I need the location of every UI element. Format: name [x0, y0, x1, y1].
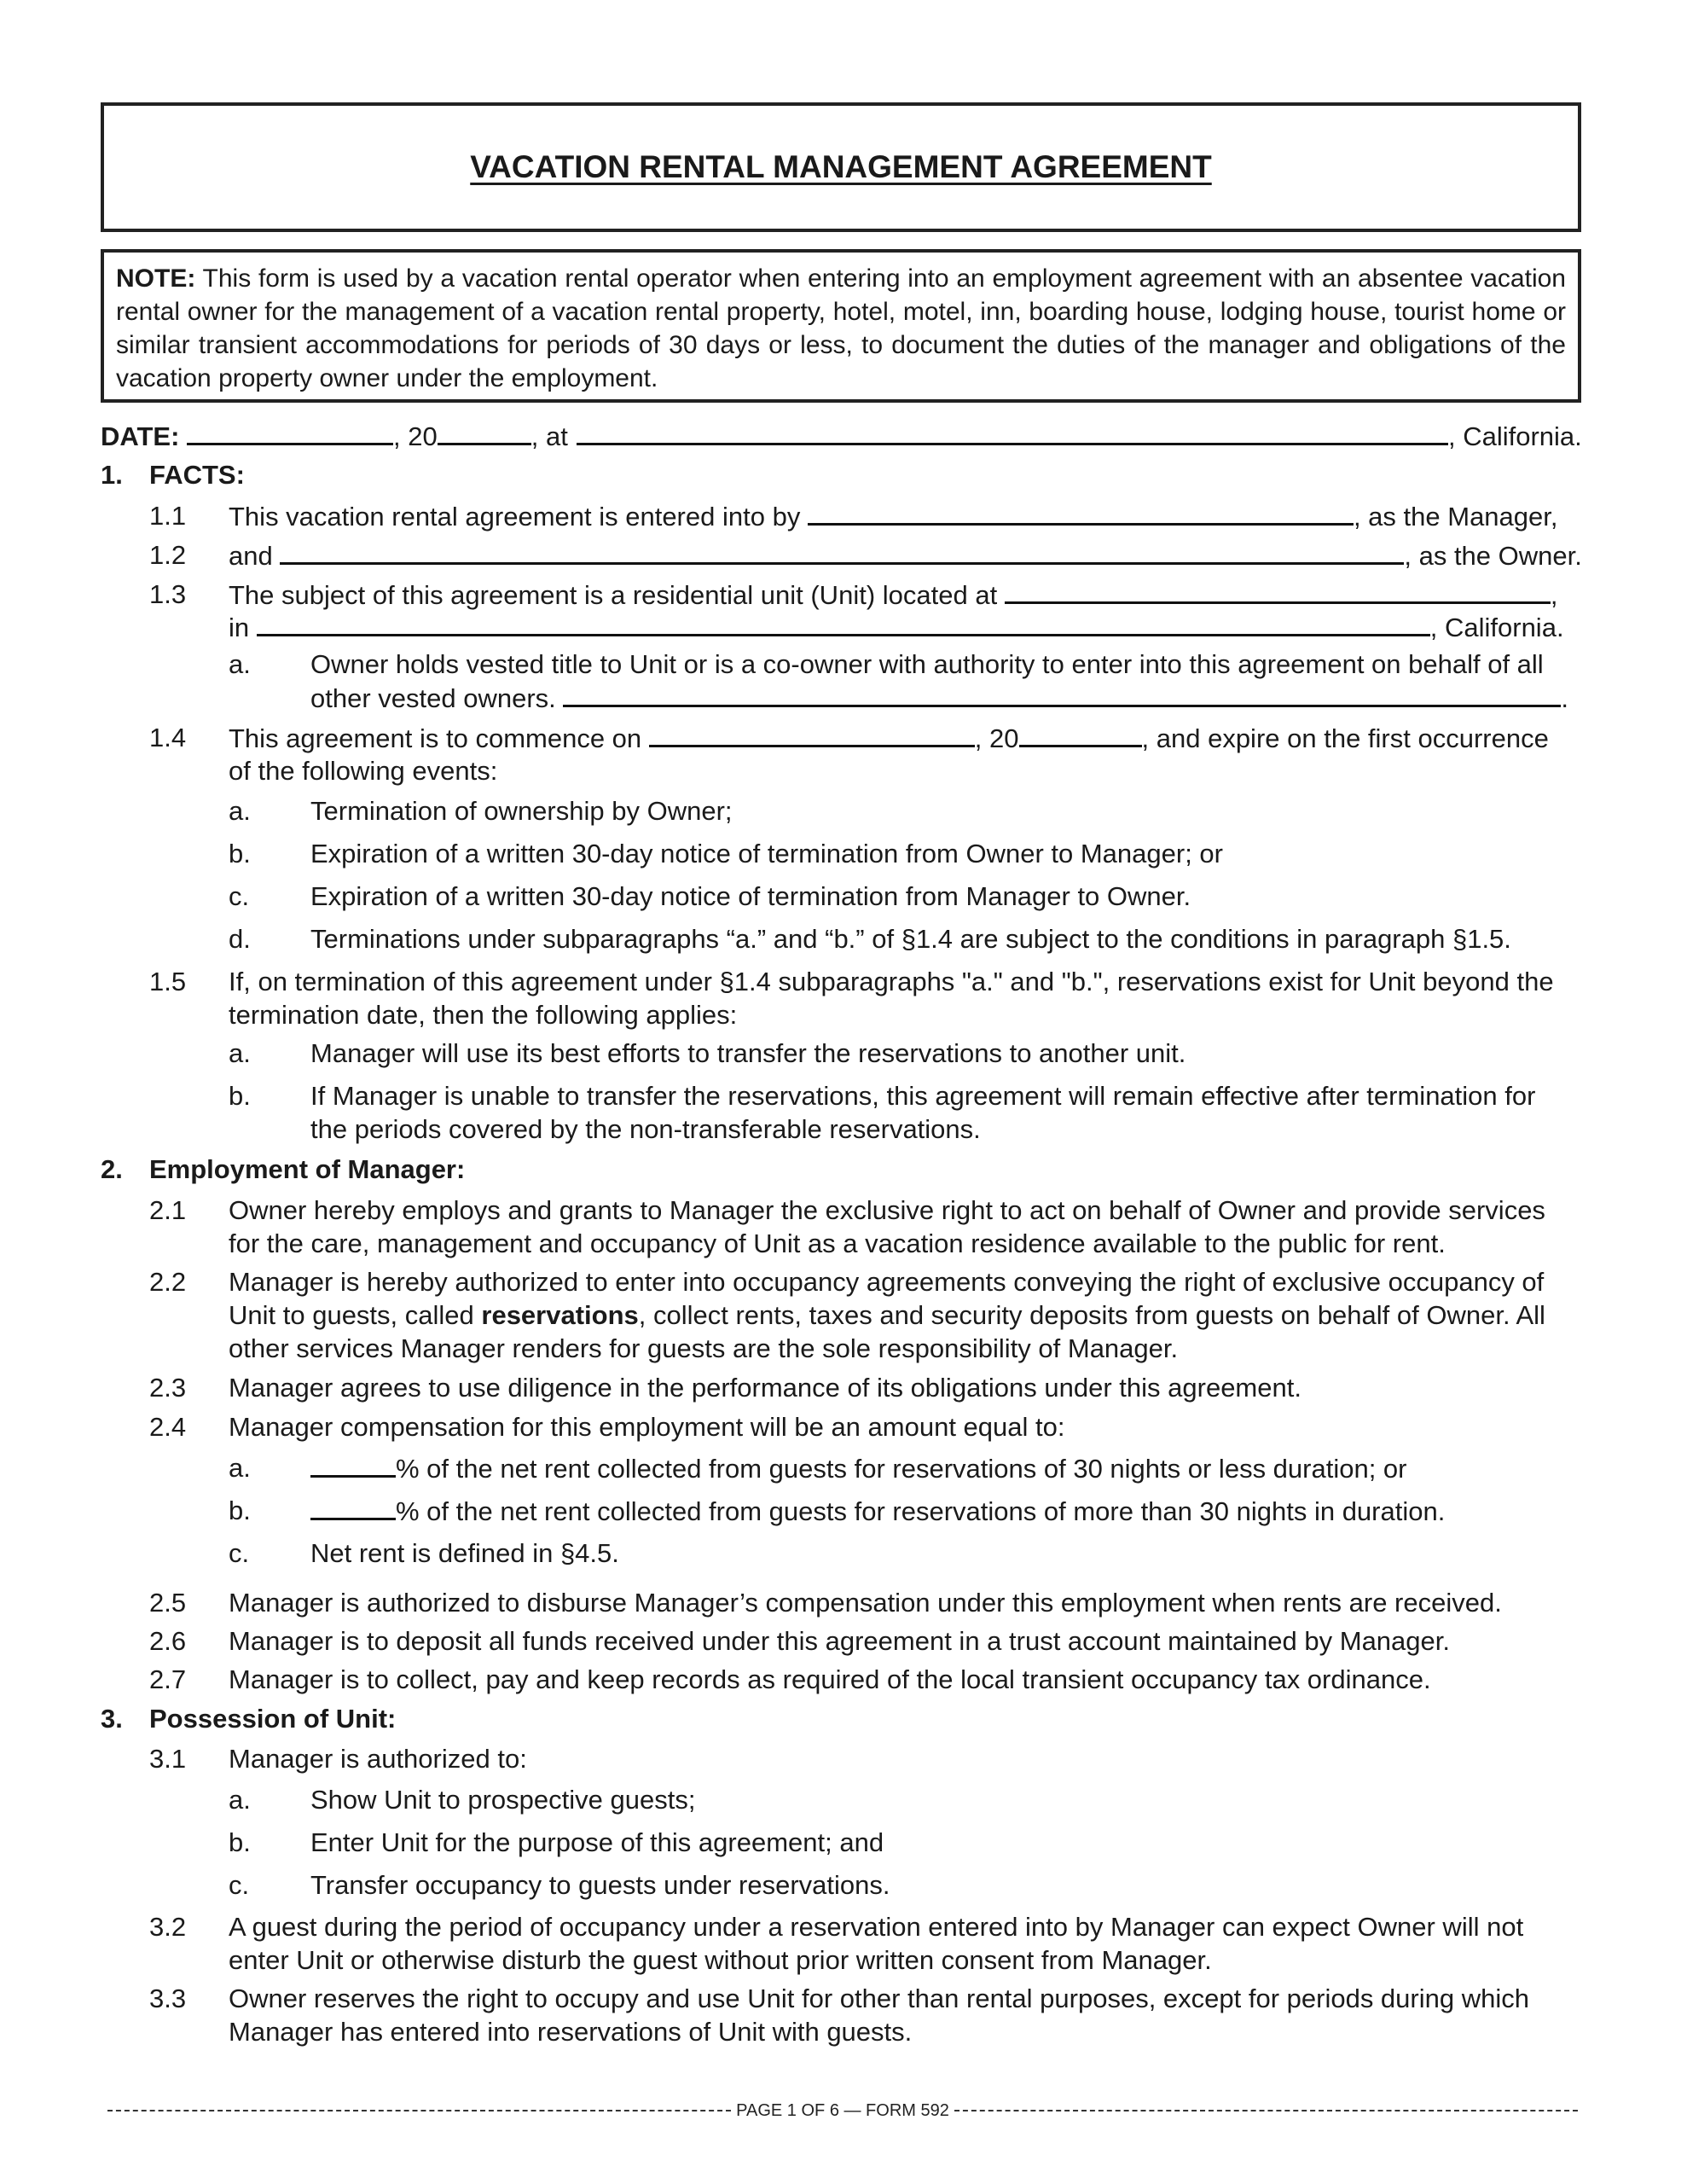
para-1-3-city: [229, 611, 1564, 644]
para-1-4-year-prefix: , 20: [974, 723, 1019, 753]
commence-date-blank[interactable]: [649, 722, 975, 747]
para-1-3a-letter: a.: [229, 649, 251, 679]
para-3-2-line2: enter Unit or otherwise disturb the guest without prior written consent from Manager.: [229, 1945, 1212, 1975]
manager-name-blank[interactable]: [808, 500, 1354, 526]
para-2-3: Manager agrees to use diligence in the performance of its obligations under this agreement.: [229, 1373, 1301, 1403]
section-2-title: Employment of Manager:: [149, 1154, 466, 1184]
para-1-5b-line2: the periods covered by the non-transferable reservations.: [310, 1114, 981, 1144]
para-2-1-line2: for the care, management and occupancy of Unit as a vacation residence available to the public for rent.: [229, 1228, 1446, 1258]
para-1-4-number: 1.4: [149, 723, 187, 752]
para-2-4a: [310, 1452, 1407, 1485]
para-1-1-number: 1.1: [149, 501, 187, 531]
para-1-4c-letter: c.: [229, 881, 250, 911]
para-3-1b: Enter Unit for the purpose of this agreement; and: [310, 1827, 884, 1857]
para-1-1-text: This vacation rental agreement is entered into by: [229, 502, 801, 531]
para-1-3-in: in: [229, 613, 250, 642]
section-2-number: 2.: [101, 1154, 123, 1184]
para-1-3a-end: .: [1561, 683, 1569, 713]
para-2-3-number: 2.3: [149, 1373, 187, 1403]
para-1-3-text: The subject of this agreement is a residential unit (Unit) located at: [229, 580, 998, 610]
para-2-4-number: 2.4: [149, 1412, 187, 1442]
para-2-7: Manager is to collect, pay and keep records as required of the local transient occupancy tax ordinance.: [229, 1664, 1431, 1694]
para-1-5a-letter: a.: [229, 1038, 251, 1068]
para-3-2-line1: A guest during the period of occupancy under a reservation entered into by Manager can expect Owner will not: [229, 1912, 1524, 1942]
reservations-term: reservations: [481, 1300, 639, 1330]
para-1-5a: Manager will use its best efforts to transfer the reservations to another unit.: [310, 1038, 1186, 1068]
para-1-4c: Expiration of a written 30-day notice of termination from Manager to Owner.: [310, 881, 1191, 911]
para-1-4d: Terminations under subparagraphs “a.” and “b.” of §1.4 are subject to the conditions in paragraph §1.5.: [310, 924, 1511, 954]
para-1-1-end: , as the Manager,: [1353, 502, 1558, 531]
section-1-number: 1.: [101, 460, 123, 490]
para-2-2-line1: Manager is hereby authorized to enter into occupancy agreements conveying the right of exclusive occupancy of: [229, 1267, 1545, 1297]
para-1-5-number: 1.5: [149, 967, 187, 996]
para-1-2: [229, 539, 1582, 572]
date-line: [101, 420, 568, 453]
section-3-number: 3.: [101, 1704, 123, 1734]
para-3-1: Manager is authorized to:: [229, 1744, 527, 1774]
para-1-4-end: , and expire on the first occurrence: [1141, 723, 1549, 753]
para-3-1-number: 3.1: [149, 1744, 187, 1774]
para-1-4d-letter: d.: [229, 924, 251, 954]
para-1-3a-text2: other vested owners.: [310, 683, 556, 713]
para-3-1c: Transfer occupancy to guests under reservations.: [310, 1870, 890, 1900]
location-blank[interactable]: [577, 420, 1448, 445]
para-3-2-number: 3.2: [149, 1912, 187, 1942]
para-3-1b-letter: b.: [229, 1827, 251, 1857]
para-1-2-text: and: [229, 541, 273, 571]
para-1-4a-letter: a.: [229, 796, 251, 826]
para-1-3-california: , California.: [1429, 613, 1564, 642]
para-1-3: [229, 578, 1557, 612]
para-1-3-number: 1.3: [149, 579, 187, 609]
para-1-5b-line1: If Manager is unable to transfer the reservations, this agreement will remain effective after termination for: [310, 1081, 1536, 1111]
para-2-5-number: 2.5: [149, 1588, 187, 1618]
footer-rule-left: [107, 2110, 731, 2111]
date-at: , at: [530, 421, 568, 451]
para-1-3a-line2: [310, 682, 1568, 715]
para-1-4-text: This agreement is to commence on: [229, 723, 642, 753]
para-3-3-number: 3.3: [149, 1984, 187, 2013]
unit-city-blank[interactable]: [257, 611, 1430, 636]
date-year-prefix: , 20: [393, 421, 438, 451]
title-box: [101, 102, 1581, 232]
commence-year-blank[interactable]: [1019, 722, 1142, 747]
location-blank-row: [577, 420, 1582, 453]
note-label: NOTE:: [116, 264, 196, 293]
para-2-2-text-a: Unit to guests, called: [229, 1300, 474, 1330]
date-california: , California.: [1448, 421, 1582, 451]
note-box: [101, 249, 1581, 403]
vested-owners-blank[interactable]: [563, 682, 1561, 707]
para-1-4: [229, 722, 1549, 755]
para-2-2-line2: [229, 1299, 1545, 1332]
para-2-5: Manager is authorized to disburse Manager’s compensation under this employment when rents are received.: [229, 1588, 1502, 1618]
para-2-4a-text: % of the net rent collected from guests for reservations of 30 nights or less duration; or: [396, 1454, 1407, 1484]
para-2-2-number: 2.2: [149, 1267, 187, 1297]
para-1-4b: Expiration of a written 30-day notice of termination from Owner to Manager; or: [310, 839, 1223, 868]
note-text: This form is used by a vacation rental operator when entering into an employment agreement with an absentee vacation rental owner for the management of a vacation rental property, hotel, motel, inn, boarding house, lodging house, tourist home or similar transient accommodations for periods of 30 days or less, to document the duties of the manager and obligations of the vacation property owner under the employment.: [116, 264, 1566, 392]
para-2-4c-letter: c.: [229, 1538, 250, 1568]
para-2-6-number: 2.6: [149, 1626, 187, 1656]
unit-address-blank[interactable]: [1005, 578, 1551, 604]
para-3-1a-letter: a.: [229, 1785, 251, 1815]
footer-rule-right: [954, 2110, 1578, 2111]
document-title: VACATION RENTAL MANAGEMENT AGREEMENT: [470, 149, 1212, 184]
para-2-4b-text: % of the net rent collected from guests for reservations of more than 30 nights in duration.: [396, 1496, 1446, 1526]
para-1-5b-letter: b.: [229, 1081, 251, 1111]
para-2-6: Manager is to deposit all funds received under this agreement in a trust account maintained by Manager.: [229, 1626, 1450, 1656]
para-2-1-number: 2.1: [149, 1195, 187, 1225]
percent-blank-b[interactable]: [310, 1495, 396, 1520]
para-2-1-line1: Owner hereby employs and grants to Manager the exclusive right to act on behalf of Owner and provide services: [229, 1195, 1545, 1225]
para-1-2-number: 1.2: [149, 540, 187, 570]
para-1-3-end: ,: [1550, 580, 1558, 610]
year-blank[interactable]: [438, 420, 531, 445]
para-3-1c-letter: c.: [229, 1870, 250, 1900]
para-3-1a: Show Unit to prospective guests;: [310, 1785, 696, 1815]
para-1-5-line2: termination date, then the following applies:: [229, 1000, 738, 1030]
para-1-4-line2: of the following events:: [229, 756, 498, 786]
para-2-4c: Net rent is defined in §4.5.: [310, 1538, 619, 1568]
para-2-4a-letter: a.: [229, 1453, 251, 1483]
section-1-title: FACTS:: [149, 460, 245, 490]
para-2-2-line3: other services Manager renders for guests are the sole responsibility of Manager.: [229, 1333, 1179, 1363]
page-footer: [107, 2100, 1578, 2121]
para-1-5-line1: If, on termination of this agreement under §1.4 subparagraphs "a." and "b.", reservations exist for Unit beyond the: [229, 967, 1554, 996]
para-1-1: [229, 500, 1558, 533]
percent-blank-a[interactable]: [310, 1452, 396, 1478]
para-3-3-line1: Owner reserves the right to occupy and use Unit for other than rental purposes, except for periods during which: [229, 1984, 1529, 2013]
footer-text: PAGE 1 OF 6 — FORM 592: [736, 2101, 949, 2120]
para-2-4b-letter: b.: [229, 1496, 251, 1525]
para-2-4b: [310, 1495, 1445, 1528]
para-2-2-text-c: , collect rents, taxes and security deposits from guests on behalf of Owner. All: [638, 1300, 1545, 1330]
para-2-4: Manager compensation for this employment will be an amount equal to:: [229, 1412, 1065, 1442]
section-3-title: Possession of Unit:: [149, 1704, 397, 1734]
para-2-7-number: 2.7: [149, 1664, 187, 1694]
date-blank[interactable]: [187, 420, 393, 445]
para-1-2-end: , as the Owner.: [1404, 541, 1582, 571]
owner-name-blank[interactable]: [280, 539, 1404, 565]
para-3-3-line2: Manager has entered into reservations of Unit with guests.: [229, 2017, 913, 2047]
para-1-4a: Termination of ownership by Owner;: [310, 796, 733, 826]
para-1-3a-line1: Owner holds vested title to Unit or is a co-owner with authority to enter into this agreement on behalf of all: [310, 649, 1544, 679]
para-1-4b-letter: b.: [229, 839, 251, 868]
date-label: DATE:: [101, 421, 180, 451]
